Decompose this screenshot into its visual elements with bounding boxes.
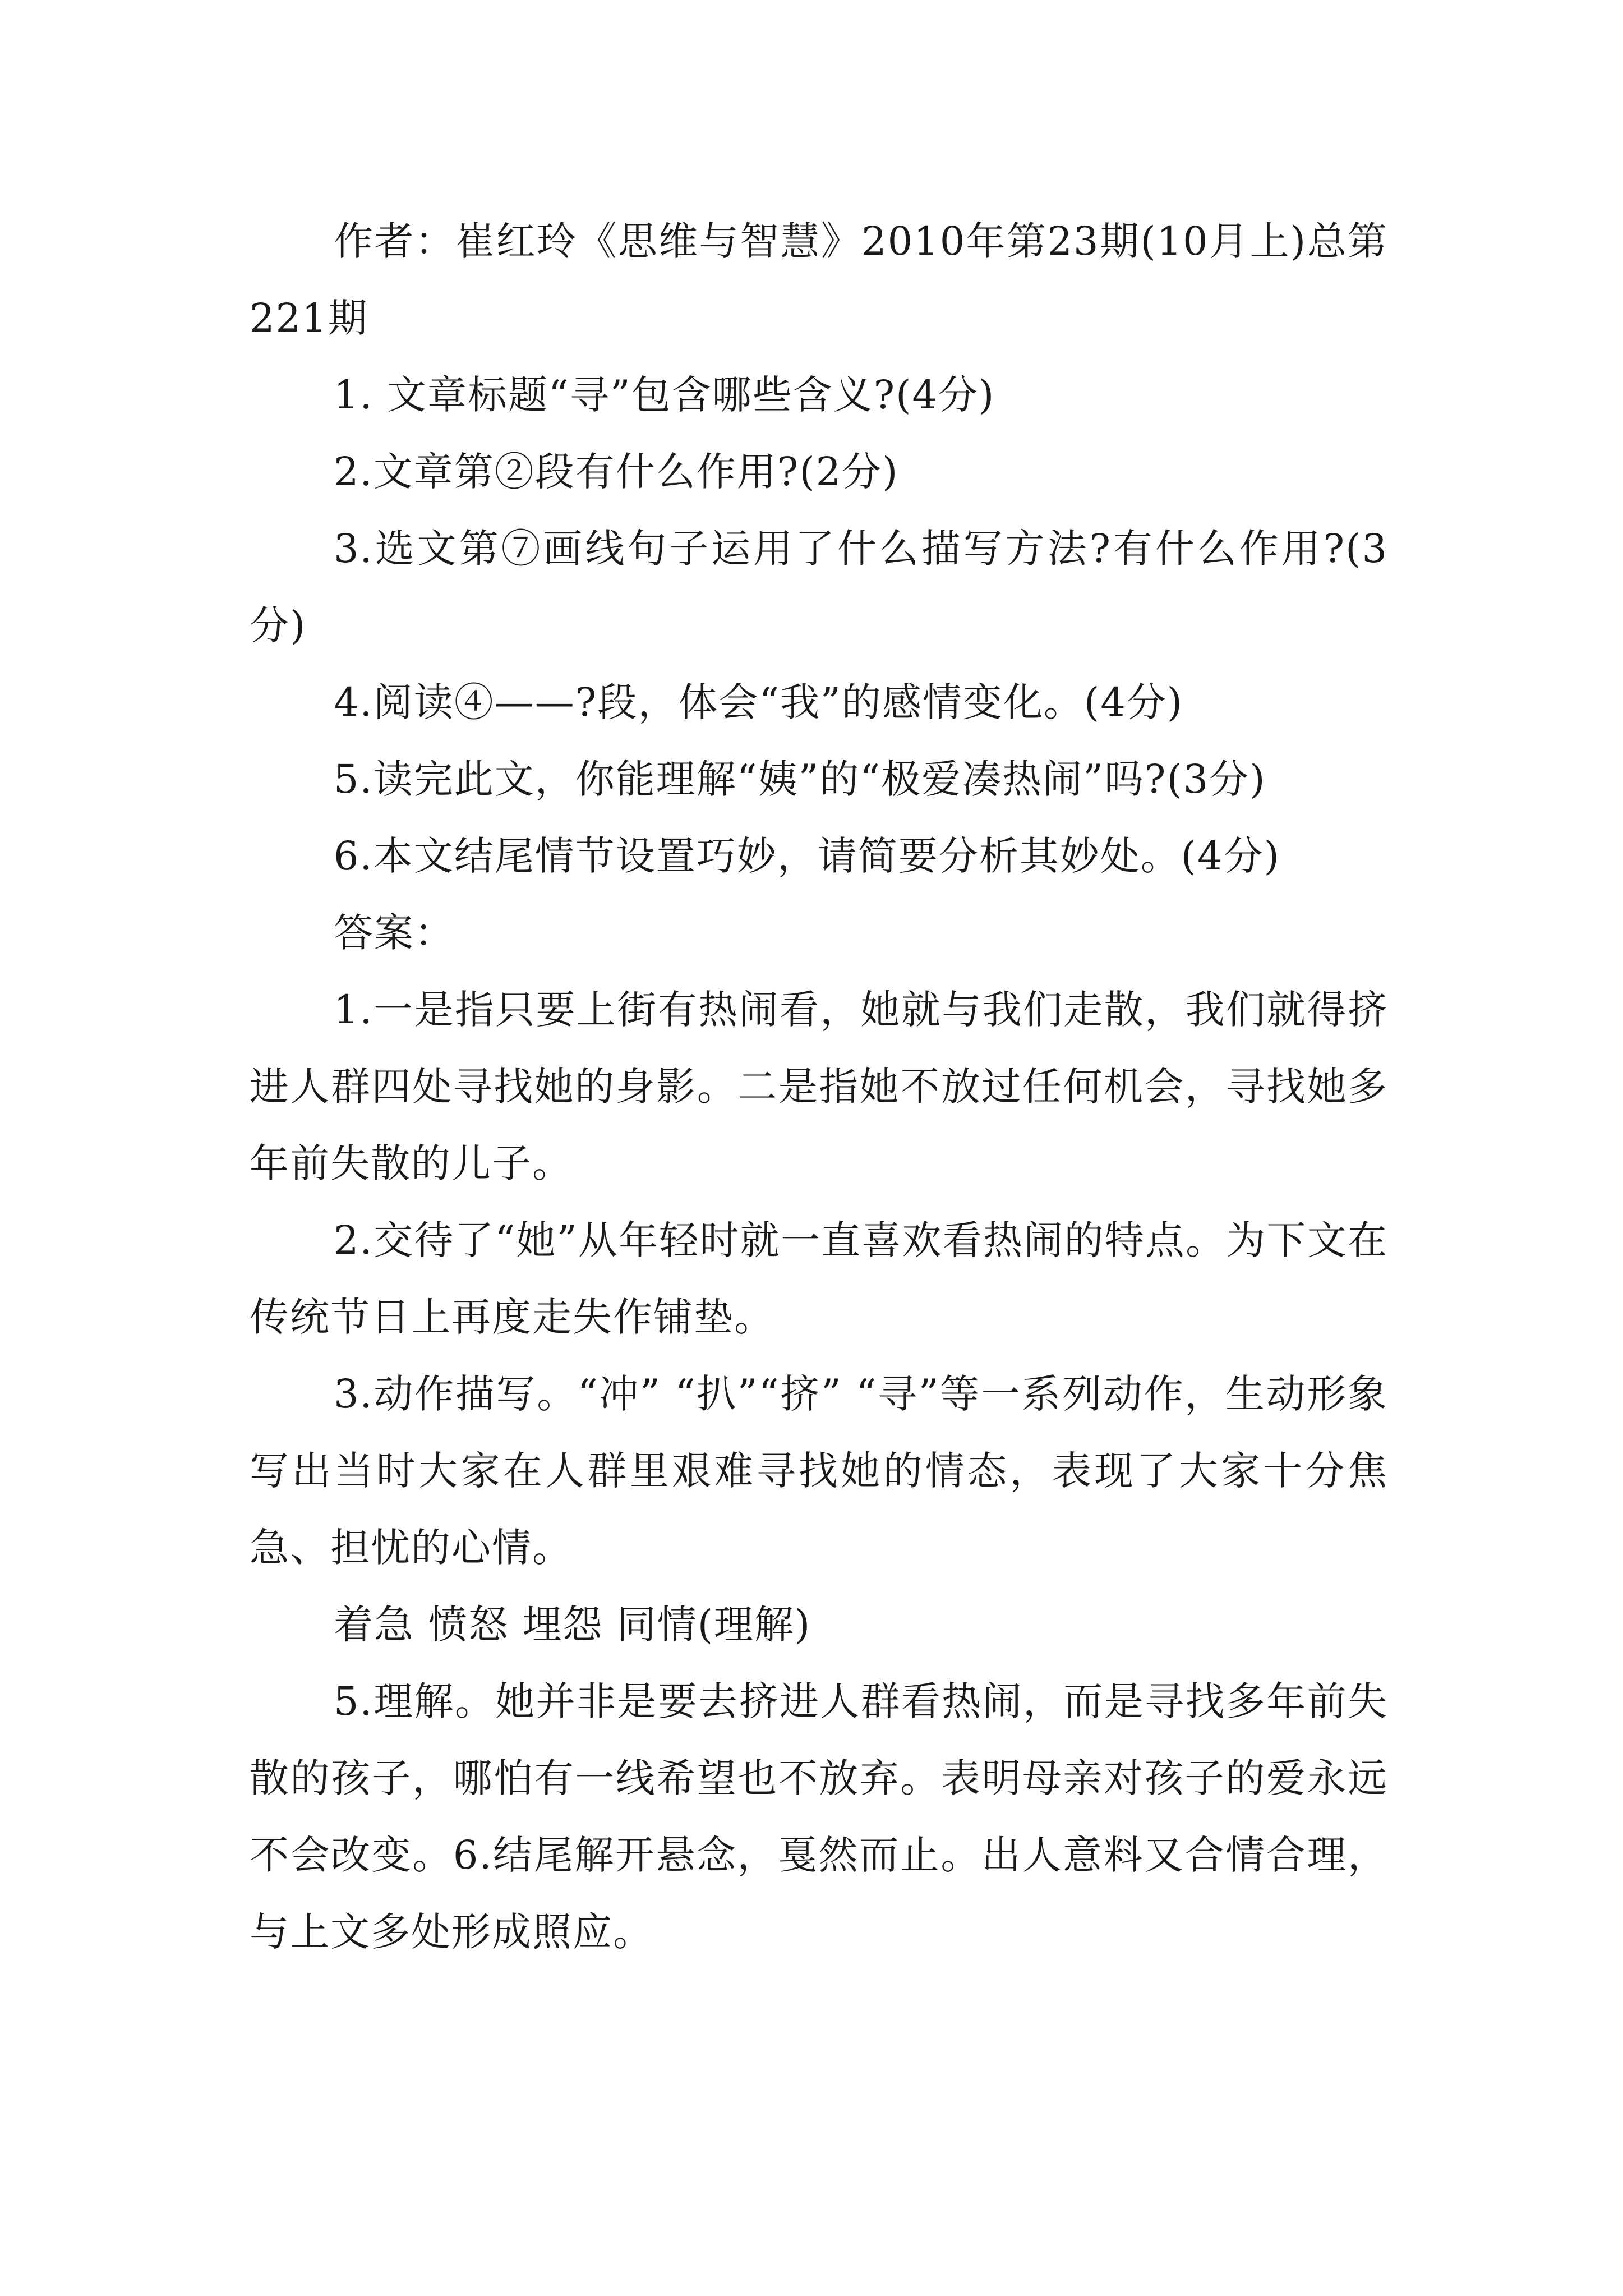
answer-4: 着急 愤怒 埋怨 同情(理解)	[334, 1602, 811, 1648]
answers-heading: 答案：	[334, 910, 455, 956]
question-3: 3.选文第⑦画线句子运用了什么描写方法?有什么作用?(3分)	[250, 526, 1388, 648]
question-6: 6.本文结尾情节设置巧妙，请简要分析其妙处。(4分)	[334, 833, 1280, 879]
author-line: 作者：崔红玲《思维与智慧》2010年第23期(10月上)总第221期	[250, 218, 1388, 341]
question-4: 4.阅读④——?段，体会“我”的感情变化。(4分)	[334, 679, 1184, 725]
question-1: 1. 文章标题“寻”包含哪些含义?(4分)	[334, 372, 995, 418]
answer-3: 3.动作描写。“冲” “扒”“挤” “寻”等一系列动作，生动形象写出当时大家在人群里艰难寻找她的情态，表现了大家十分焦急、担忧的心情。	[250, 1371, 1388, 1571]
question-2: 2.文章第②段有什么作用?(2分)	[334, 449, 899, 495]
question-5: 5.读完此文，你能理解“姨”的“极爱凑热闹”吗?(3分)	[334, 756, 1266, 802]
answer-1: 1.一是指只要上街有热闹看，她就与我们走散，我们就得挤进人群四处寻找她的身影。二是指她不放过任何机会，寻找她多年前失散的儿子。	[250, 987, 1388, 1186]
answer-5-6: 5.理解。她并非是要去挤进人群看热闹，而是寻找多年前失散的孩子，哪怕有一线希望也不放弃。表明母亲对孩子的爱永远不会改变。6.结尾解开悬念，戛然而止。出人意料又合情合理，与上文多处形成照应。	[250, 1678, 1388, 1955]
document-body	[250, 203, 1388, 1971]
answer-2: 2.交待了“她”从年轻时就一直喜欢看热闹的特点。为下文在传统节日上再度走失作铺垫。	[250, 1217, 1388, 1340]
